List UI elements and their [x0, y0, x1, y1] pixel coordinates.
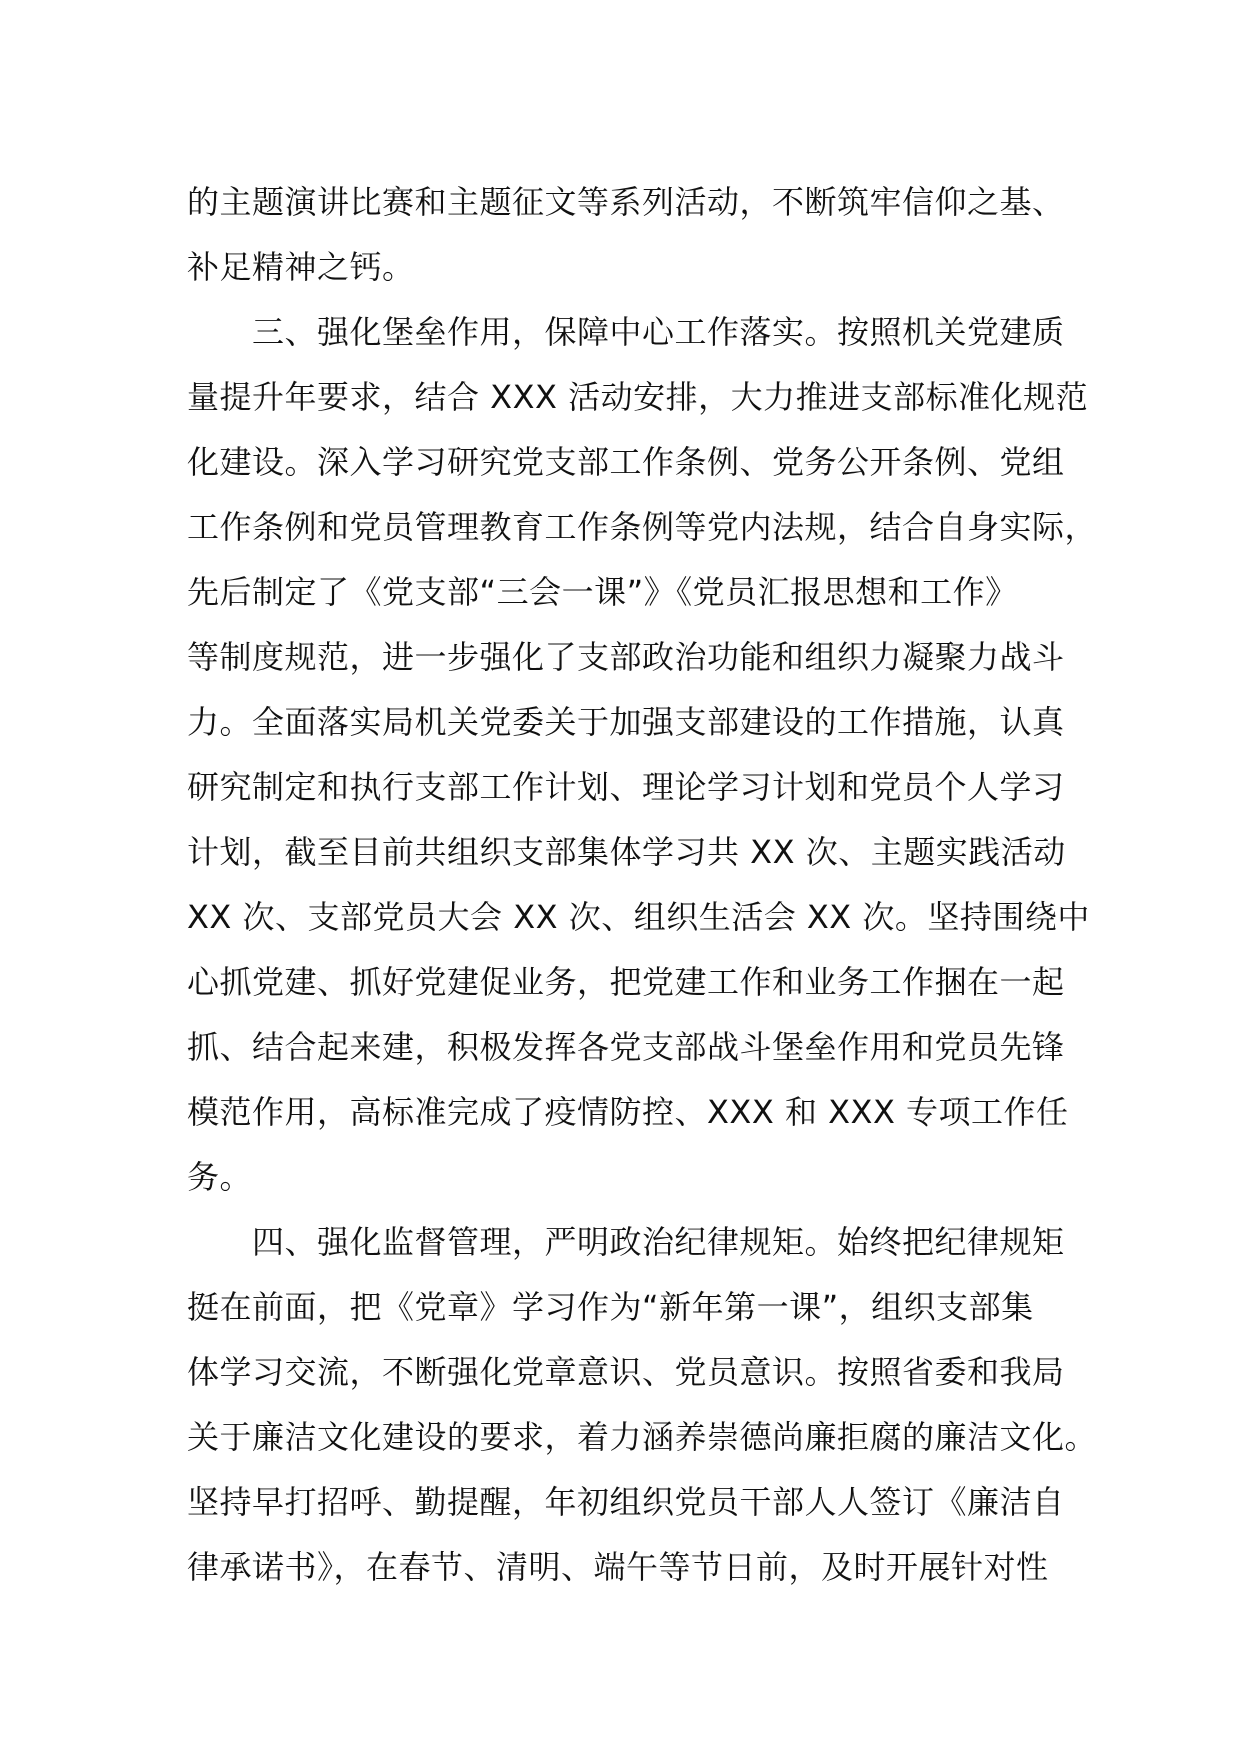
text-line: 力。全面落实局机关党委关于加强支部建设的工作措施，认真	[187, 703, 1065, 741]
text-line: 的主题演讲比赛和主题征文等系列活动，不断筑牢信仰之基、	[187, 183, 1065, 221]
paragraph-heading-line: 四、强化监督管理，严明政治纪律规矩。始终把纪律规矩	[187, 1223, 1065, 1261]
text-line: 坚持早打招呼、勤提醒，年初组织党员干部人人签订《廉洁自	[187, 1483, 1065, 1521]
text-line: 体学习交流，不断强化党章意识、党员意识。按照省委和我局	[187, 1353, 1065, 1391]
text-line: 模范作用，高标准完成了疫情防控、XXX 和 XXX 专项工作任	[187, 1093, 1069, 1131]
text-line: 心抓党建、抓好党建促业务，把党建工作和业务工作捆在一起	[187, 963, 1065, 1001]
text-line: XX 次、支部党员大会 XX 次、组织生活会 XX 次。坚持围绕中	[187, 898, 1090, 936]
body-text	[187, 170, 1098, 1600]
text-line: 研究制定和执行支部工作计划、理论学习计划和党员个人学习	[187, 768, 1065, 806]
text-line: 律承诺书》，在春节、清明、端午等节日前，及时开展针对性	[187, 1548, 1049, 1586]
text-line: 关于廉洁文化建设的要求，着力涵养崇德尚廉拒腐的廉洁文化。	[187, 1418, 1098, 1456]
paragraph-heading-line: 三、强化堡垒作用，保障中心工作落实。按照机关党建质	[187, 313, 1065, 351]
text-line: 量提升年要求，结合 XXX 活动安排，大力推进支部标准化规范	[187, 378, 1089, 416]
text-line: 等制度规范，进一步强化了支部政治功能和组织力凝聚力战斗	[187, 638, 1065, 676]
text-line: 计划，截至目前共组织支部集体学习共 XX 次、主题实践活动	[187, 833, 1066, 871]
text-line: 抓、结合起来建，积极发挥各党支部战斗堡垒作用和党员先锋	[187, 1028, 1065, 1066]
text-line: 工作条例和党员管理教育工作条例等党内法规，结合自身实际，	[187, 508, 1098, 546]
text-line: 补足精神之钙。	[187, 248, 415, 286]
text-line: 化建设。深入学习研究党支部工作条例、党务公开条例、党组	[187, 443, 1065, 481]
text-line: 挺在前面，把《党章》学习作为“新年第一课”，组织支部集	[187, 1288, 1034, 1326]
text-line: 务。	[187, 1158, 253, 1196]
text-line: 先后制定了《党支部“三会一课”》《党员汇报思想和工作》	[187, 573, 1018, 611]
